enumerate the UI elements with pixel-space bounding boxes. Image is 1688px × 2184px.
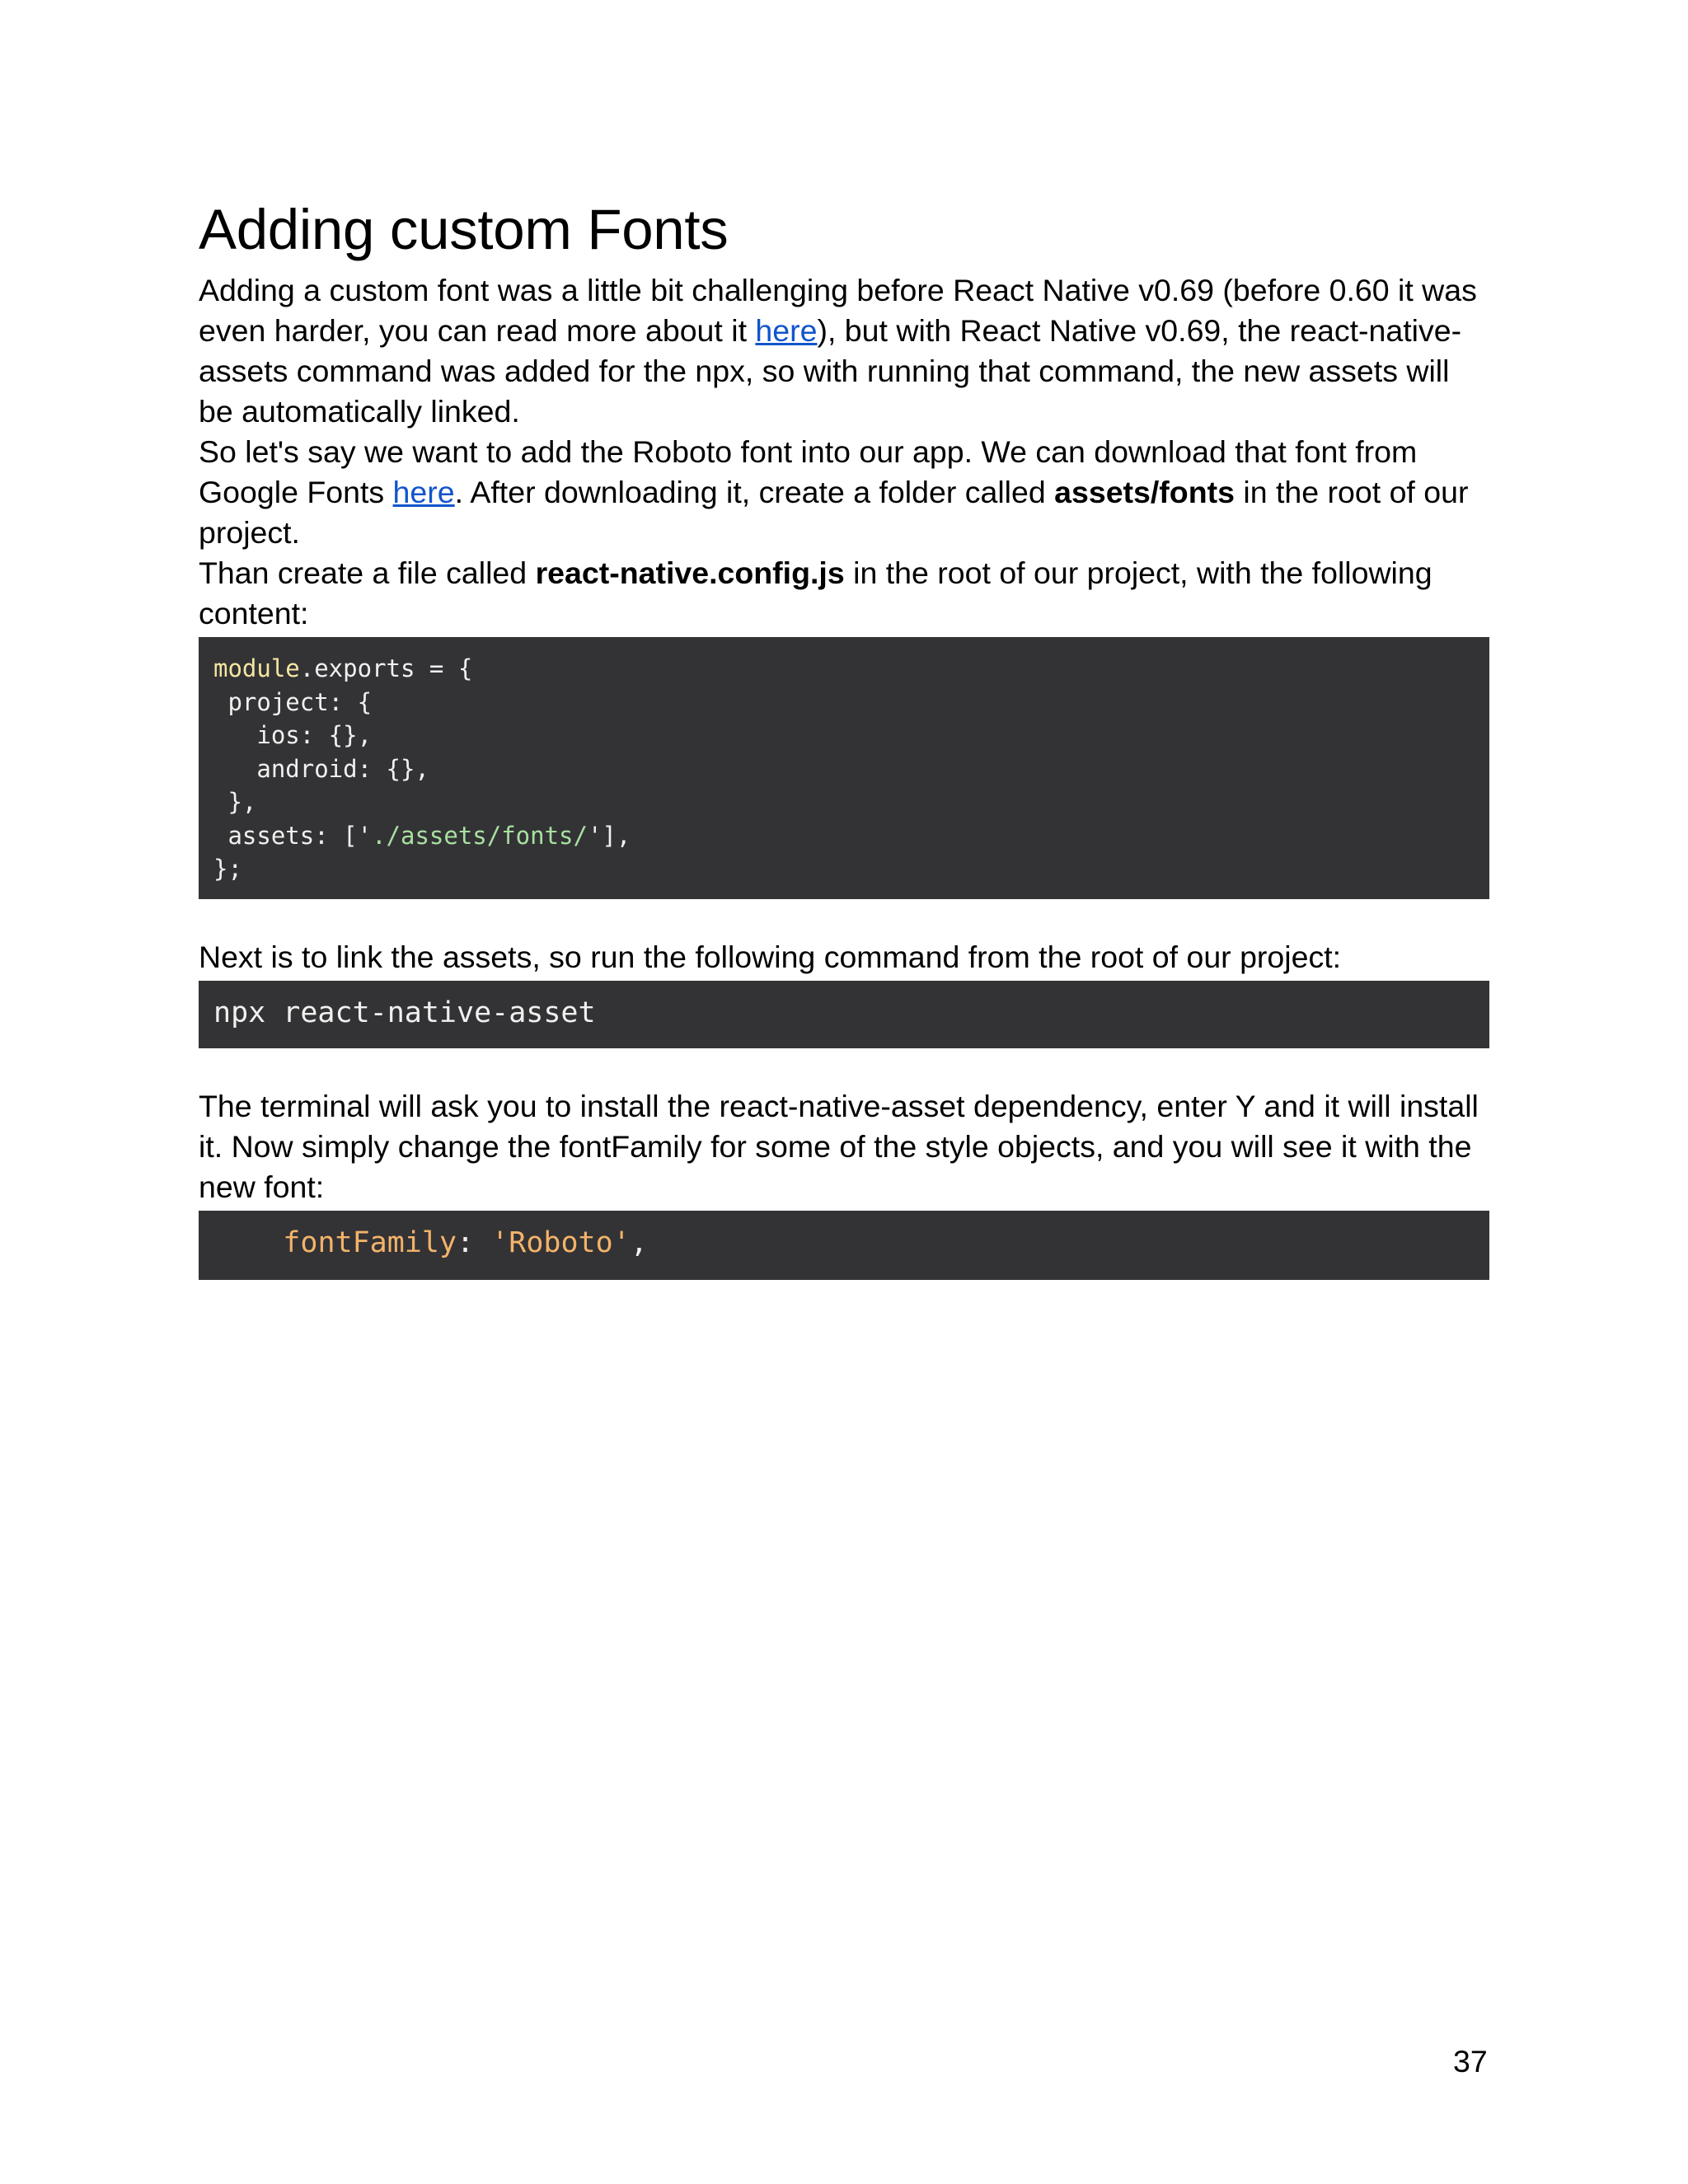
code-colon: : <box>457 1226 492 1259</box>
code-line-6-end: '], <box>587 821 631 850</box>
link-assets-paragraph: Next is to link the assets, so run the following command from the root of our project: <box>199 940 1342 974</box>
code-string-path: ./assets/fonts/ <box>372 821 588 850</box>
code-keyword-module: module <box>213 654 300 682</box>
config-filename-bold: react-native.config.js <box>535 555 845 590</box>
config-text-2: in the root of our project, with the following content: <box>199 555 1432 630</box>
code-line-2: project: { <box>213 687 373 716</box>
intro-text-1: Adding a custom font was a little bit challenging before React Native v0.69 (before 0.60 it was even harder, you can read more about it <box>199 273 1477 348</box>
document-page <box>199 194 1489 1280</box>
code-line-7: }; <box>213 855 242 883</box>
assets-fonts-bold: assets/fonts <box>1054 475 1235 509</box>
spacer <box>199 1048 1489 1086</box>
npx-command-block <box>199 981 1489 1048</box>
intro-paragraph <box>199 270 1489 432</box>
code-property-fontfamily: fontFamily <box>283 1226 457 1259</box>
npx-command-text: npx react-native-asset <box>213 996 596 1029</box>
font-family-code-block <box>199 1211 1489 1280</box>
code-string-roboto: 'Roboto' <box>491 1226 631 1259</box>
roboto-text-2: . After downloading it, create a folder called <box>454 475 1055 509</box>
roboto-paragraph <box>199 432 1489 553</box>
roboto-text-3: in the root of our project. <box>199 475 1469 550</box>
spacer <box>199 899 1489 937</box>
page-heading: Adding custom Fonts <box>199 198 729 261</box>
here-link-2[interactable]: here <box>392 475 455 509</box>
intro-text-2: ), but with React Native v0.69, the react-native-assets command was added for the npx, so with running that command, the new assets will be automatically linked. <box>199 313 1462 429</box>
code-comma: , <box>630 1226 648 1259</box>
config-paragraph <box>199 553 1489 634</box>
code-line-3: ios: {}, <box>213 721 373 749</box>
code-indent <box>213 1226 283 1259</box>
code-line-5: }, <box>213 788 257 816</box>
page-number: 37 <box>1453 2044 1488 2079</box>
install-paragraph: The terminal will ask you to install the react-native-asset dependency, enter Y and it will install it. Now simply change the fontFamily for some of the style objects, and you will see it with the new font: <box>199 1089 1479 1204</box>
roboto-text-1: So let's say we want to add the Roboto font into our app. We can download that font from Google Fonts <box>199 434 1418 509</box>
code-line-4: android: {}, <box>213 754 429 783</box>
code-line-6-start: assets: [' <box>213 821 373 850</box>
code-line-1: .exports = { <box>299 654 473 682</box>
config-code-block <box>199 637 1489 899</box>
here-link-1[interactable]: here <box>755 313 818 348</box>
config-text-1: Than create a file called <box>199 555 536 590</box>
